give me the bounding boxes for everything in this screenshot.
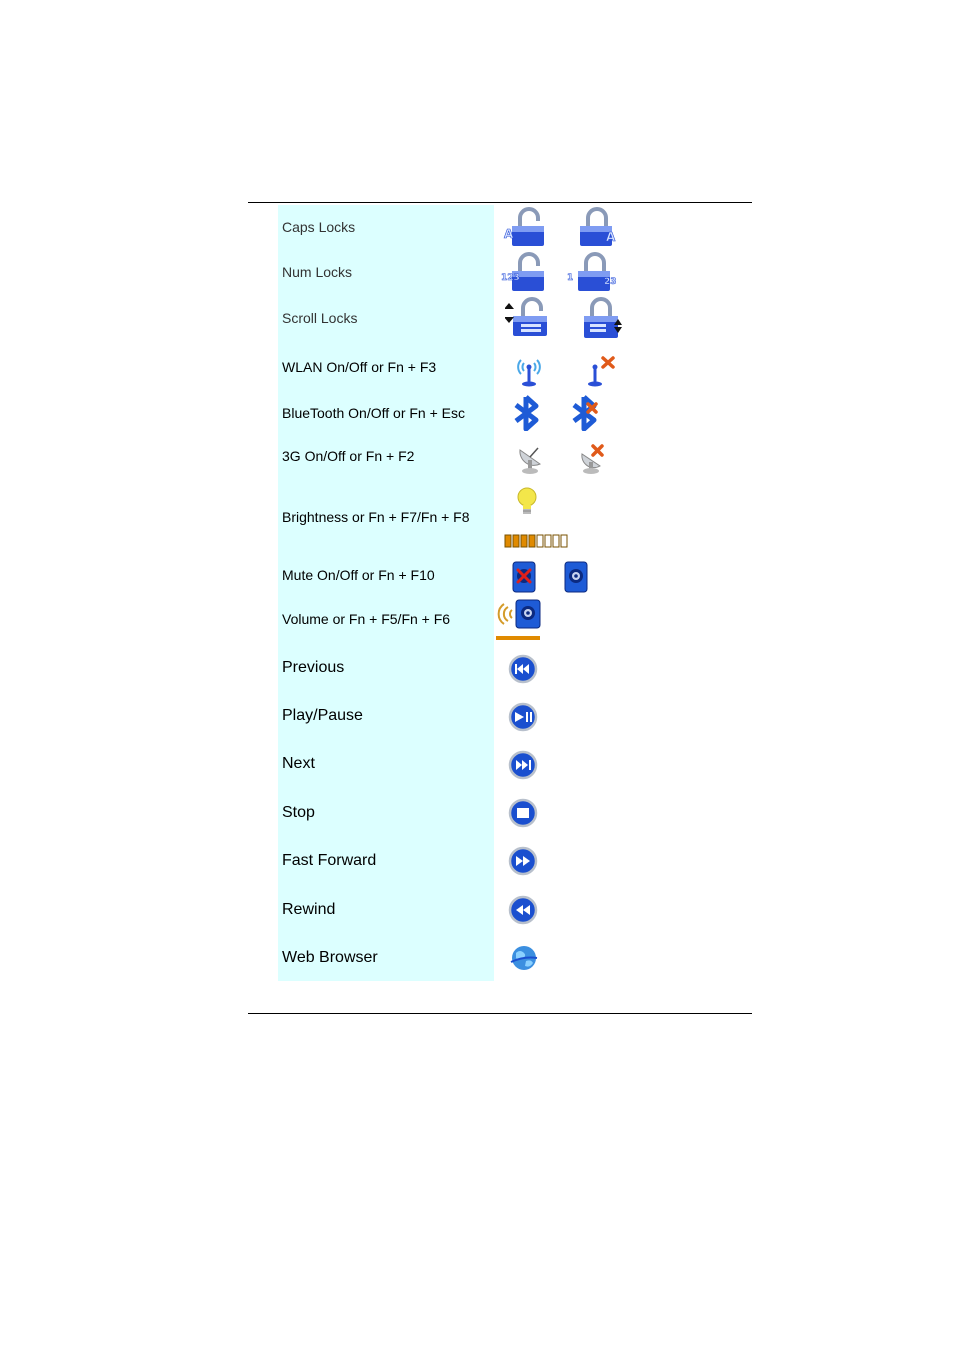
label-rewind: Rewind — [282, 901, 336, 918]
3g-on-icon — [516, 442, 546, 476]
label-volume: Volume or Fn + F5/Fn + F6 — [282, 611, 451, 627]
caps-lock-on-icon — [502, 207, 556, 249]
scroll-lock-on-icon — [505, 297, 553, 339]
label-caps-locks: Caps Locks — [282, 219, 356, 235]
caps-lock-off-icon — [570, 207, 624, 249]
svg-text:123: 123 — [501, 273, 520, 283]
mute-off-icon — [562, 560, 592, 594]
num-lock-on-icon — [500, 252, 556, 294]
scroll-lock-off-icon — [578, 297, 626, 341]
label-scroll-locks: Scroll Locks — [282, 310, 358, 326]
label-mute: Mute On/Off or Fn + F10 — [282, 567, 435, 583]
label-previous: Previous — [282, 659, 345, 676]
svg-text:A: A — [504, 227, 514, 241]
brightness-level-cell — [505, 535, 511, 547]
top-rule — [248, 202, 752, 203]
label-web-browser: Web Browser — [282, 949, 378, 966]
label-wlan: WLAN On/Off or Fn + F3 — [282, 359, 437, 375]
volume-level-bar — [496, 636, 540, 640]
mute-on-icon — [510, 560, 540, 594]
brightness-level-cell — [521, 535, 527, 547]
previous-track-icon — [508, 654, 538, 684]
3g-off-icon — [578, 442, 610, 476]
play-pause-icon — [508, 702, 538, 732]
svg-text:1: 1 — [567, 273, 574, 283]
brightness-level-bar — [504, 534, 570, 549]
brightness-level-cell — [513, 535, 519, 547]
brightness-level-cell — [561, 535, 567, 547]
wlan-off-icon — [582, 355, 618, 389]
label-3g: 3G On/Off or Fn + F2 — [282, 448, 415, 464]
label-bluetooth: BlueTooth On/Off or Fn + Esc — [282, 405, 465, 421]
label-stop: Stop — [282, 804, 315, 821]
label-next: Next — [282, 755, 315, 772]
bluetooth-off-icon — [566, 395, 602, 431]
label-fast-forward: Fast Forward — [282, 852, 377, 869]
label-play-pause: Play/Pause — [282, 707, 363, 724]
brightness-level-cell — [529, 535, 535, 547]
bluetooth-on-icon — [508, 395, 544, 431]
next-track-icon — [508, 750, 538, 780]
svg-text:23: 23 — [604, 277, 617, 287]
rewind-icon — [508, 895, 538, 925]
wlan-on-icon — [512, 356, 546, 388]
brightness-level-cell — [537, 535, 543, 547]
stop-icon — [508, 798, 538, 828]
web-browser-icon — [508, 943, 540, 973]
label-num-locks: Num Locks — [282, 264, 353, 280]
brightness-level-cell — [553, 535, 559, 547]
brightness-bulb-icon — [514, 486, 540, 516]
fast-forward-icon — [508, 846, 538, 876]
label-brightness: Brightness or Fn + F7/Fn + F8 — [282, 509, 470, 525]
bottom-rule — [248, 1013, 752, 1014]
num-lock-off-icon — [566, 252, 624, 294]
brightness-level-cell — [545, 535, 551, 547]
svg-text:A: A — [606, 230, 616, 244]
volume-speaker-icon — [496, 598, 544, 630]
